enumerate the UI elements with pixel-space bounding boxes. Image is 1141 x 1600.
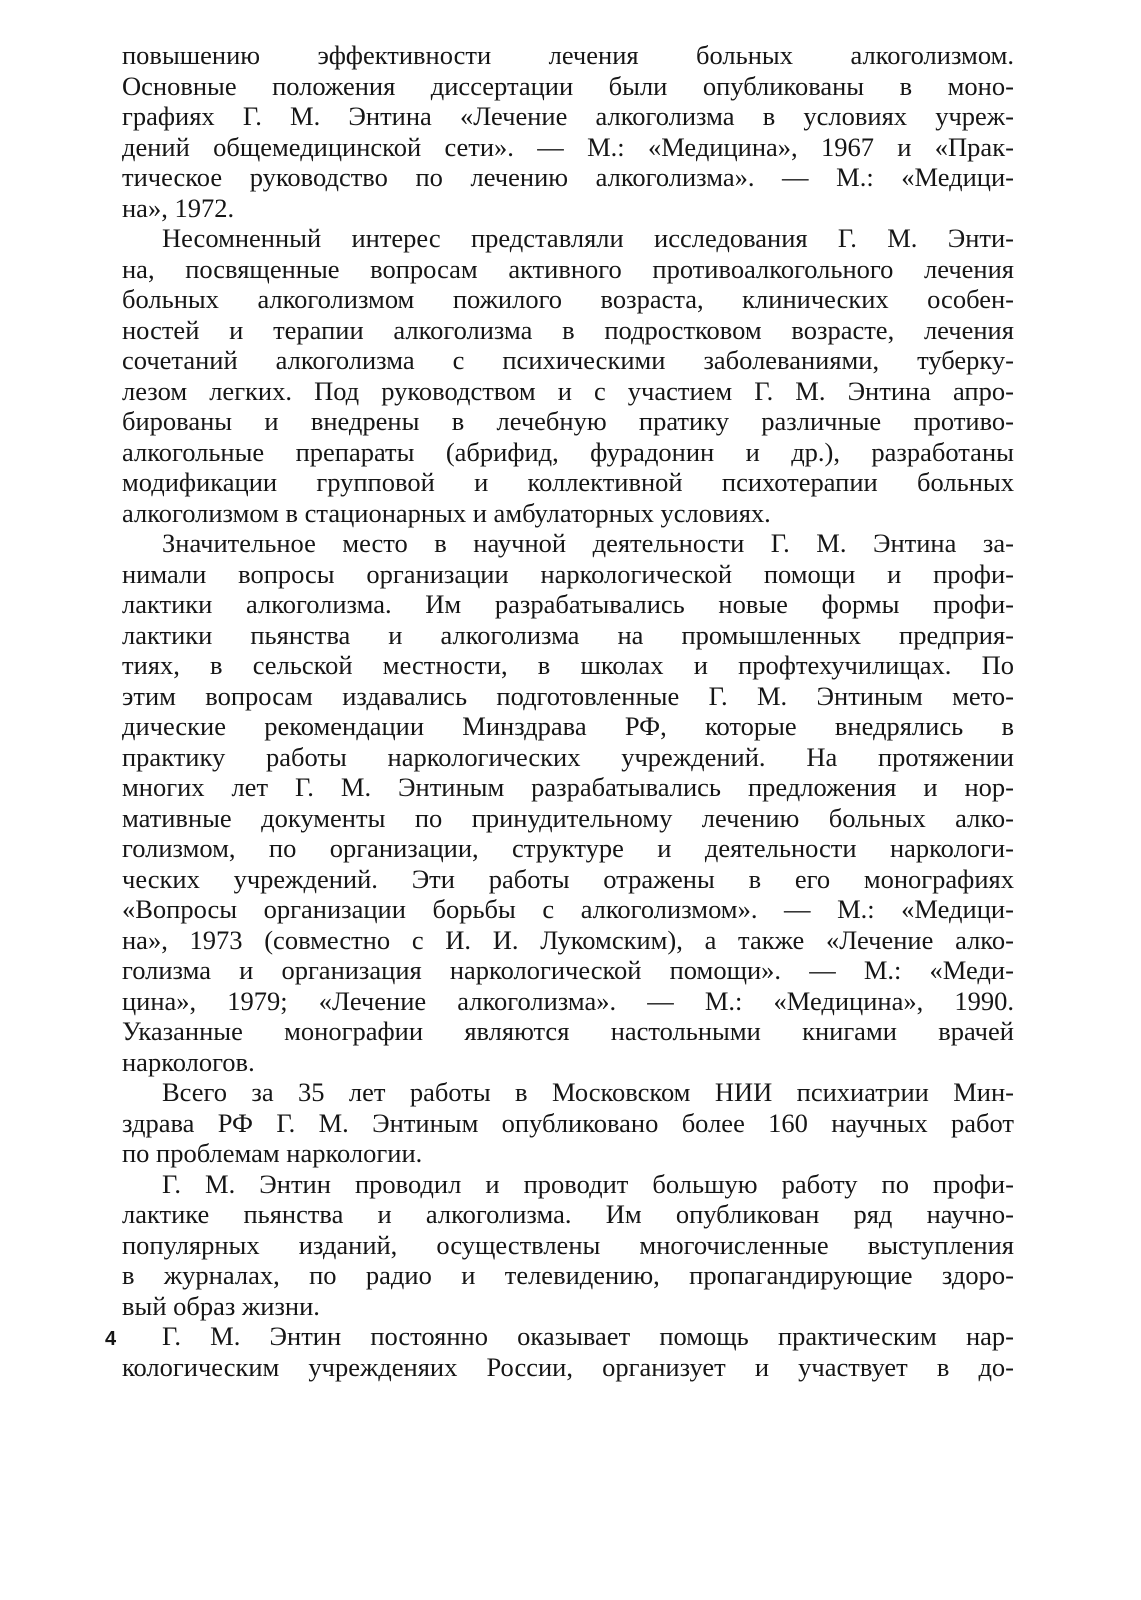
text-line: «Вопросы организации борьбы с алкоголизмом». — М.: «Медици- [122, 894, 1014, 924]
text-line: лактики пьянства и алкоголизма на промышленных предприя- [122, 619, 1014, 650]
text-line: ностей и терапии алкоголизма в подростковом возрасте, лечения [122, 314, 1014, 345]
text-line: Несомненный интерес представляли исследования Г. М. Энти- [162, 223, 1014, 253]
text-line: Значительное место в научной деятельности Г. М. Энтина за- [162, 528, 1014, 558]
text-line: дические рекомендации Минздрава РФ, которые внедрялись в [122, 711, 1014, 741]
paragraph [122, 528, 1014, 1077]
text-line: лактики алкоголизма. Им разрабатывались новые формы профи- [122, 589, 1014, 619]
text-line: на», 1973 (совместно с И. И. Лукомским), а также «Лечение алко- [122, 924, 1014, 955]
text-line: графиях Г. М. Энтина «Лечение алкоголизма в условиях учреж- [122, 101, 1014, 131]
body-text [122, 40, 1014, 1382]
text-line: кологическим учрежденяих России, организует и участвует в до- [122, 1351, 1014, 1382]
text-line: алкогольные препараты (абрифид, фурадонин и др.), разработаны [122, 436, 1014, 467]
text-line: Основные положения диссертации были опубликованы в моно- [122, 70, 1014, 101]
text-line: ческих учреждений. Эти работы отражены в его монографиях [122, 863, 1014, 894]
text-line: лактике пьянства и алкоголизма. Им опубликован ряд научно- [122, 1199, 1014, 1229]
paragraph [122, 1321, 1014, 1382]
text-line: сочетаний алкоголизма с психическими заболеваниями, туберку- [122, 345, 1014, 375]
paragraph [122, 1169, 1014, 1322]
text-line: на», 1972. [122, 192, 235, 223]
text-line: алкоголизмом в стационарных и амбулаторных условиях. [122, 497, 771, 528]
text-line: Г. М. Энтин проводил и проводит большую работу по профи- [162, 1168, 1014, 1199]
text-line: дений общемедицинской сети». — М.: «Медицина», 1967 и «Прак- [122, 131, 1014, 162]
text-line: голизма и организация наркологической помощи». — М.: «Меди- [122, 955, 1014, 985]
text-line: в журналах, по радио и телевидению, пропагандирующие здоро- [122, 1260, 1014, 1290]
text-line: популярных изданий, осуществлены многочисленные выступления [122, 1229, 1014, 1260]
text-line: Всего за 35 лет работы в Московском НИИ психиатрии Мин- [162, 1077, 1014, 1107]
text-line: практику работы наркологических учреждений. На протяжении [122, 741, 1014, 772]
text-line: наркологов. [122, 1046, 255, 1077]
text-line: бированы и внедрены в лечебную пратику различные противо- [122, 406, 1014, 436]
text-line: нимали вопросы организации наркологической помощи и профи- [122, 558, 1014, 589]
text-line: тическое руководство по лечению алкоголизма». — М.: «Медици- [122, 162, 1014, 192]
text-line: повышению эффективности лечения больных алкоголизмом. [122, 40, 1014, 70]
text-line: здрава РФ Г. М. Энтиным опубликовано более 160 научных работ [122, 1107, 1014, 1138]
text-line: мативные документы по принудительному лечению больных алко- [122, 802, 1014, 833]
page-number: 4 [105, 1328, 117, 1350]
text-line: Указанные монографии являются настольными книгами врачей [122, 1016, 1014, 1046]
text-line: многих лет Г. М. Энтиным разрабатывались предложения и нор- [122, 772, 1014, 802]
text-line: голизмом, по организации, структуре и деятельности наркологи- [122, 833, 1014, 863]
text-line: лезом легких. Под руководством и с участием Г. М. Энтина апро- [122, 375, 1014, 406]
text-line: этим вопросам издавались подготовленные Г. М. Энтиным мето- [122, 680, 1014, 711]
text-line: по проблемам наркологии. [122, 1138, 423, 1168]
text-line: цина», 1979; «Лечение алкоголизма». — М.: «Медицина», 1990. [122, 985, 1014, 1016]
paragraph [122, 40, 1014, 223]
paragraph [122, 1077, 1014, 1169]
text-line: больных алкоголизмом пожилого возраста, клинических особен- [122, 284, 1014, 314]
text-line: тиях, в сельской местности, в школах и профтехучилищах. По [122, 650, 1014, 680]
text-line: модификации групповой и коллективной психотерапии больных [122, 467, 1014, 497]
text-line: на, посвященные вопросам активного противоалкогольного лечения [122, 253, 1014, 284]
paragraph [122, 223, 1014, 528]
text-line: Г. М. Энтин постоянно оказывает помощь практическим нар- [162, 1321, 1014, 1351]
text-line: вый образ жизни. [122, 1290, 320, 1321]
